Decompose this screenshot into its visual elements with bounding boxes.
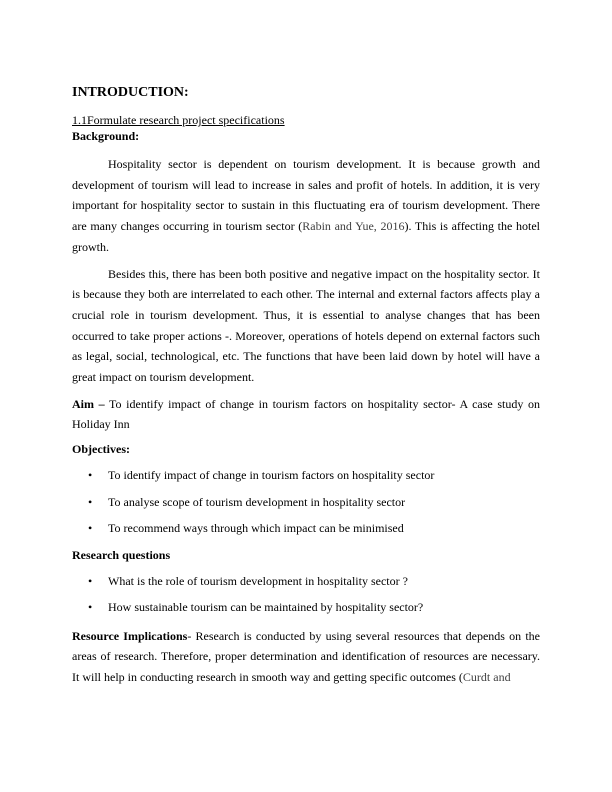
research-question-item bbox=[72, 573, 540, 589]
document-page bbox=[72, 84, 540, 694]
research-questions-label: Research questions bbox=[72, 547, 171, 562]
resource-citation: Curdt and bbox=[462, 670, 511, 685]
background-label: Background: bbox=[72, 129, 140, 143]
aim-paragraph bbox=[72, 394, 540, 435]
resource-label: Resource Implications bbox=[72, 628, 188, 643]
para1-citation: Rabin and Yue, 2016 bbox=[302, 219, 405, 234]
objective-text: To identify impact of change in tourism factors on hospitality sector bbox=[108, 468, 435, 483]
resource-text: - Research is conducted by using several resources that depends on the areas of research. Therefore, proper determination and identification of resources are necessary. It will help in conducting research in smooth way and getting specific outcomes ( bbox=[72, 628, 541, 685]
objectives-list bbox=[72, 467, 540, 536]
objective-text: To recommend ways through which impact can be minimised bbox=[108, 521, 404, 536]
objective-item bbox=[72, 520, 540, 536]
aim-text: To identify impact of change in tourism factors on hospitality sector- A case study on Holiday Inn bbox=[72, 396, 540, 432]
section-subheading: 1.1Formulate research project specifications bbox=[72, 113, 285, 127]
bullet-icon: • bbox=[88, 573, 93, 588]
objective-text: To analyse scope of tourism development in hospitality sector bbox=[108, 494, 406, 509]
research-question-item bbox=[72, 599, 540, 615]
bullet-icon: • bbox=[88, 521, 93, 536]
research-question-text: What is the role of tourism development in hospitality sector ? bbox=[108, 573, 408, 588]
objective-item bbox=[72, 494, 540, 510]
bullet-icon: • bbox=[88, 600, 93, 615]
aim-label: Aim – bbox=[72, 396, 105, 411]
page-heading: INTRODUCTION: bbox=[72, 85, 189, 100]
objective-item bbox=[72, 467, 540, 483]
para1-text-b: ). This is affecting the hotel growth. bbox=[72, 219, 540, 254]
bullet-icon: • bbox=[88, 494, 93, 509]
para1-text-a: Hospitality sector is dependent on tourism development. It is because growth and development of tourism will lead to increase in sales and profit of hotels. In addition, it is very important for hospitality sector to sustain in this fluctuating era of tourism development. There are many changes occurring in tourism sector ( bbox=[72, 157, 540, 234]
bullet-icon: • bbox=[88, 468, 93, 483]
background-paragraph-1 bbox=[72, 154, 540, 258]
research-question-text: How sustainable tourism can be maintained by hospitality sector? bbox=[108, 600, 424, 615]
objectives-label: Objectives: bbox=[72, 442, 130, 457]
resource-implications-paragraph bbox=[72, 626, 540, 688]
research-questions-list bbox=[72, 573, 540, 616]
background-paragraph-2: Besides this, there has been both positive and negative impact on the hospitality sector. It is because they both are interrelated to each other. The internal and external factors affects play a crucial role in tourism development. Thus, it is essential to analyse changes that has been occurred to take proper actions -. Moreover, operations of hotels depend on external factors such as legal, social, technological, etc. The functions that have been laid down by hotel will have a great impact on tourism development. bbox=[72, 266, 540, 385]
